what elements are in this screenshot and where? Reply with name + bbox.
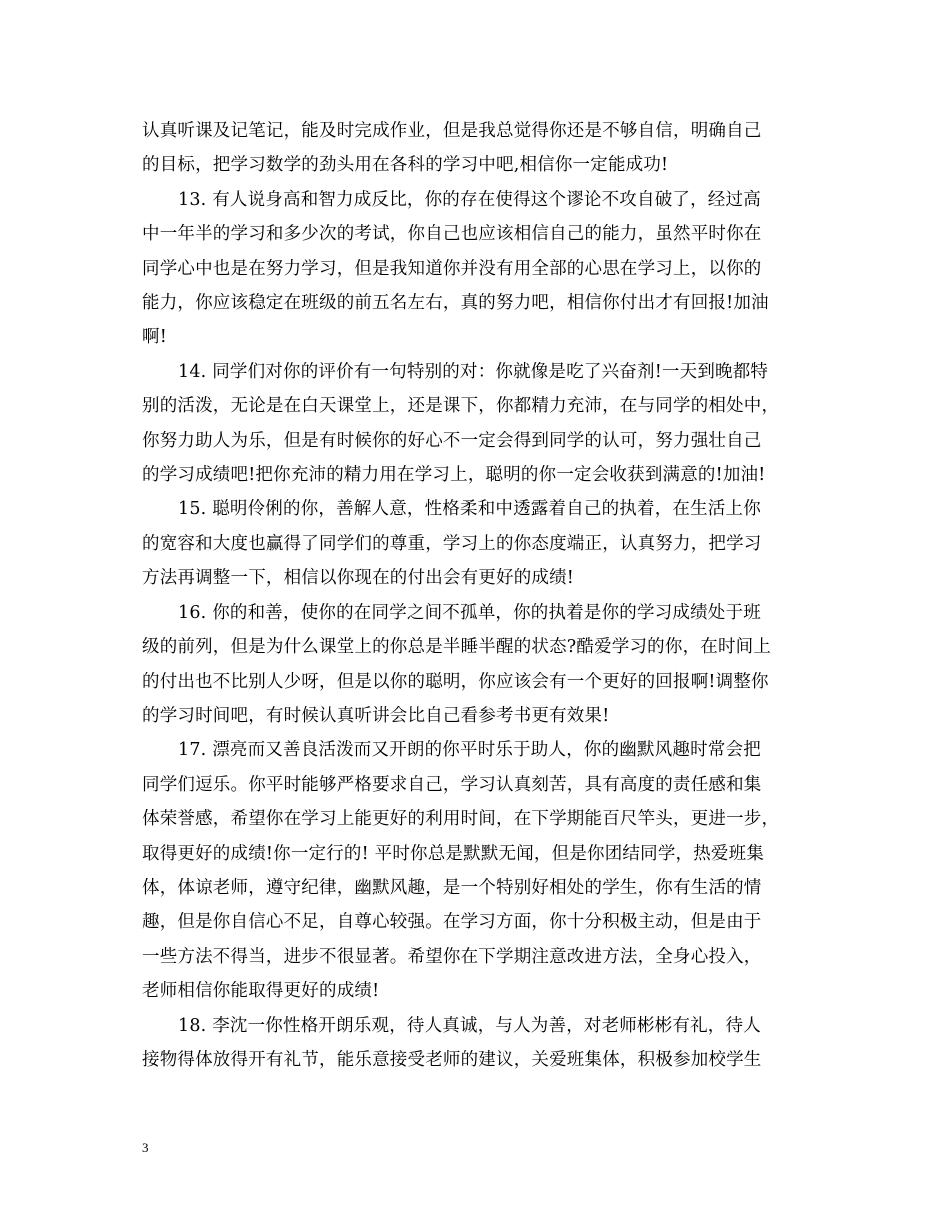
text-line: 别的活泼，无论是在白天课堂上，还是课下，你都精力充沛，在与同学的相处中， [142,396,780,417]
text-line: 认真听课及记笔记，能及时完成作业，但是我总觉得你还是不够自信，明确自己 [142,121,762,141]
document-body [142,114,832,1077]
text-line: 的学习时间吧，有时候认真听讲会比自己看参考书更有效果! [142,705,610,726]
paragraph-18 [142,1009,832,1078]
text-line: 一些方法不得当，进步不很显著。希望你在下学期注意改进方法，全身心投入， [142,946,762,967]
text-line: 14. 同学们对你的评价有一句特别的对：你就像是吃了兴奋剂!一天到晚都特 [178,361,769,382]
text-line: 取得更好的成绩!你一定行的! 平时你总是默默无闻，但是你团结同学，热爱班集 [142,843,765,864]
text-line: 接物得体放得开有礼节，能乐意接受老师的建议，关爱班集体，积极参加校学生 [142,1049,762,1070]
text-line: 13. 有人说身高和智力成反比，你的存在使得这个谬论不攻自破了，经过高 [178,189,761,210]
text-line: 同学心中也是在努力学习，但是我知道你并没有用全部的心思在学习上，以你的 [142,258,762,279]
text-line: 方法再调整一下，相信以你现在的付出会有更好的成绩! [142,568,575,589]
text-line: 的宽容和大度也赢得了同学们的尊重，学习上的你态度端正，认真努力，把学习 [142,533,762,554]
text-line: 级的前列，但是为什么课堂上的你总是半睡半醒的状态?酷爱学习的你，在时间上 [142,637,772,658]
text-line: 体荣誉感，希望你在学习上能更好的利用时间，在下学期能百尺竿头，更进一步， [142,809,780,830]
page-number: 3 [142,1140,149,1155]
paragraph-17 [142,733,832,1008]
paragraph-13 [142,183,832,355]
text-line: 16. 你的和善，使你的在同学之间不孤单，你的执着是你的学习成绩处于班 [178,602,761,623]
text-line: 啊! [142,327,167,348]
text-line: 同学们逗乐。你平时能够严格要求自己，学习认真刻苦，具有高度的责任感和集 [142,774,762,795]
text-line: 的学习成绩吧!把你充沛的精力用在学习上，聪明的你一定会收获到满意的!加油! [142,465,766,486]
text-line: 的付出也不比别人少呀，但是以你的聪明，你应该会有一个更好的回报啊!调整你 [142,671,769,692]
paragraph-15 [142,492,832,595]
text-line: 体，体谅老师，遵守纪律，幽默风趣，是一个特别好相处的学生，你有生活的情 [142,877,762,898]
text-line: 15. 聪明伶俐的你，善解人意，性格柔和中透露着自己的执着，在生活上你 [178,499,761,520]
text-line: 17. 漂亮而又善良活泼而又开朗的你平时乐于助人，你的幽默风趣时常会把 [178,740,761,761]
paragraph-16 [142,596,832,734]
text-line: 老师相信你能取得更好的成绩! [142,981,380,1002]
text-line: 的目标，把学习数学的劲头用在各科的学习中吧,相信你一定能成功! [142,155,669,176]
paragraph-14 [142,355,832,493]
paragraph-continuation [142,114,832,183]
text-line: 你努力助人为乐，但是有时候你的好心不一定会得到同学的认可，努力强壮自己 [142,430,762,451]
text-line: 中一年半的学习和多少次的考试，你自己也应该相信自己的能力，虽然平时你在 [142,224,762,245]
text-line: 趣，但是你自信心不足，自尊心较强。在学习方面，你十分积极主动，但是由于 [142,912,762,933]
text-line: 18. 李沈一你性格开朗乐观，待人真诚，与人为善，对老师彬彬有礼，待人 [178,1015,761,1036]
text-line: 能力，你应该稳定在班级的前五名左右，真的努力吧，相信你付出才有回报!加油 [142,293,769,314]
